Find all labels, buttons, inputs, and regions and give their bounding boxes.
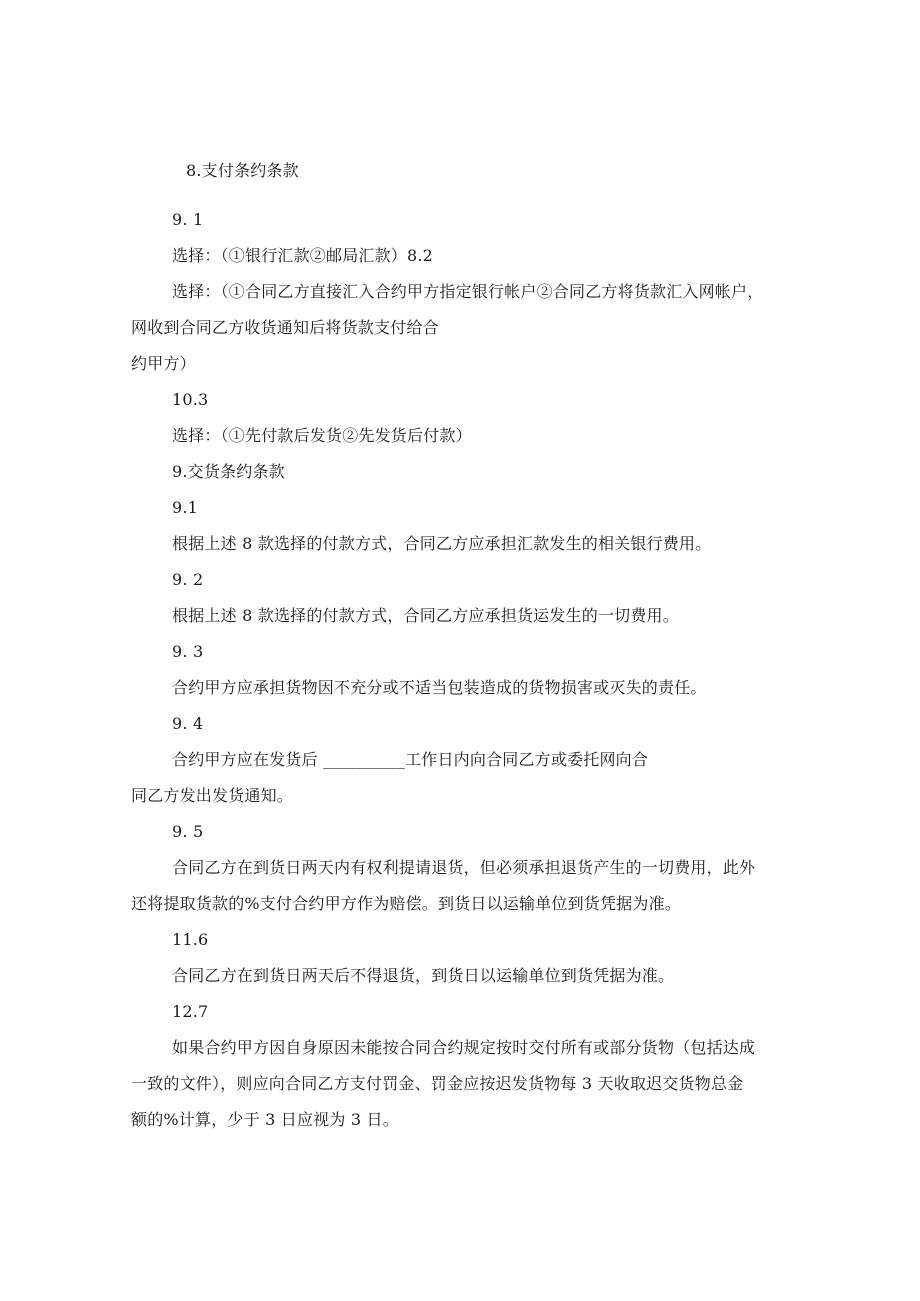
clause-number: 9. 3 — [172, 642, 204, 661]
clause-text: 额的%计算，少于 3 日应视为 3 日。 — [131, 1110, 399, 1129]
clause-number: 12.7 — [172, 1002, 209, 1021]
clause-number: 9. 1 — [172, 210, 204, 229]
section-heading-delivery: 9.交货条约条款 — [172, 462, 285, 481]
clause-text: 根据上述 8 款选择的付款方式，合同乙方应承担货运发生的一切费用。 — [172, 606, 679, 625]
clause-text: 选择：（①先付款后发货②先发货后付款） — [172, 426, 472, 445]
clause-number: 9. 2 — [172, 570, 204, 589]
clause-text: 还将提取货款的%支付合约甲方作为赔偿。到货日以运输单位到货凭据为准。 — [131, 894, 682, 913]
section-heading-payment: 8.支付条约条款 — [186, 161, 299, 180]
clause-number: 11.6 — [172, 930, 209, 949]
clause-number: 9.1 — [172, 498, 199, 517]
clause-number: 9. 5 — [172, 822, 204, 841]
clause-number: 10.3 — [172, 390, 209, 409]
clause-text: 根据上述 8 款选择的付款方式，合同乙方应承担汇款发生的相关银行费用。 — [172, 534, 712, 553]
clause-text: 选择：（①银行汇款②邮局汇款）8.2 — [172, 246, 434, 265]
clause-text: 网收到合同乙方收货通知后将货款支付给合 — [131, 318, 439, 337]
clause-text: 如果合约甲方因自身原因未能按合同合约规定按时交付所有或部分货物（包括达成 — [172, 1038, 756, 1057]
clause-text: 同乙方发出发货通知。 — [131, 786, 294, 805]
clause-text: 一致的文件），则应向合同乙方支付罚金、罚金应按迟发货物每 3 天收取迟交货物总金 — [131, 1074, 744, 1093]
clause-text: 合约甲方应承担货物因不充分或不适当包装造成的货物损害或灭失的责任。 — [172, 678, 707, 697]
clause-text: 合同乙方在到货日两天内有权利提请退货，但必须承担退货产生的一切费用，此外 — [172, 858, 756, 877]
clause-number: 9. 4 — [172, 714, 204, 733]
clause-text: 合约甲方应在发货后 __________工作日内向合同乙方或委托网向合 — [172, 750, 649, 769]
clause-text: 合同乙方在到货日两天后不得退货，到货日以运输单位到货凭据为准。 — [172, 966, 675, 985]
clause-text: 约甲方） — [131, 354, 196, 373]
clause-text: 选择：（①合同乙方直接汇入合约甲方指定银行帐户②合同乙方将货款汇入网帐户， — [172, 282, 764, 301]
